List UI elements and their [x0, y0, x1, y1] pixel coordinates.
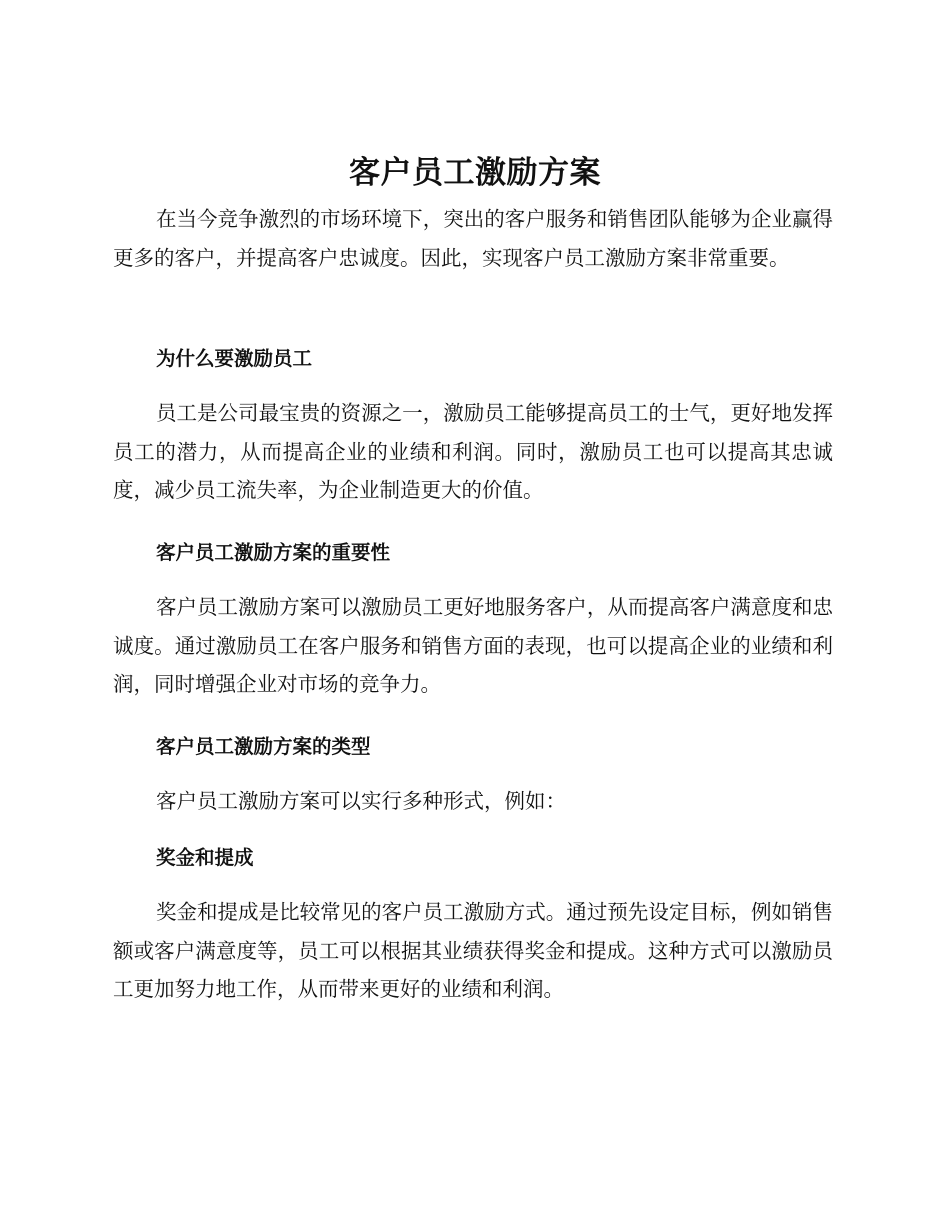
section-heading-importance: 客户员工激励方案的重要性 [156, 541, 391, 564]
section-body-why-motivate: 员工是公司最宝贵的资源之一，激励员工能够提高员工的士气，更好地发挥员工的潜力，从而提高企业的业绩和利润。同时，激励员工也可以提高其忠诚度，减少员工流失率，为企业制造更大的价值。 [113, 401, 833, 502]
section-body-importance: 客户员工激励方案可以激励员工更好地服务客户，从而提高客户满意度和忠诚度。通过激励员工在客户服务和销售方面的表现，也可以提高企业的业绩和利润，同时增强企业对市场的竞争力。 [113, 595, 833, 696]
section-body-types: 客户员工激励方案可以实行多种形式，例如： [156, 789, 566, 813]
section-heading-why-motivate: 为什么要激励员工 [156, 347, 313, 370]
section-heading-bonus: 奖金和提成 [156, 846, 254, 869]
section-heading-types: 客户员工激励方案的类型 [156, 735, 371, 758]
document-title: 客户员工激励方案 [349, 155, 601, 191]
section-body-bonus: 奖金和提成是比较常见的客户员工激励方式。通过预先设定目标，例如销售额或客户满意度等，员工可以根据其业绩获得奖金和提成。这种方式可以激励员工更加努力地工作，从而带来更好的业绩和利润。 [113, 900, 833, 1001]
intro-paragraph: 在当今竞争激烈的市场环境下，突出的客户服务和销售团队能够为企业赢得更多的客户，并提高客户忠诚度。因此，实现客户员工激励方案非常重要。 [113, 207, 833, 270]
